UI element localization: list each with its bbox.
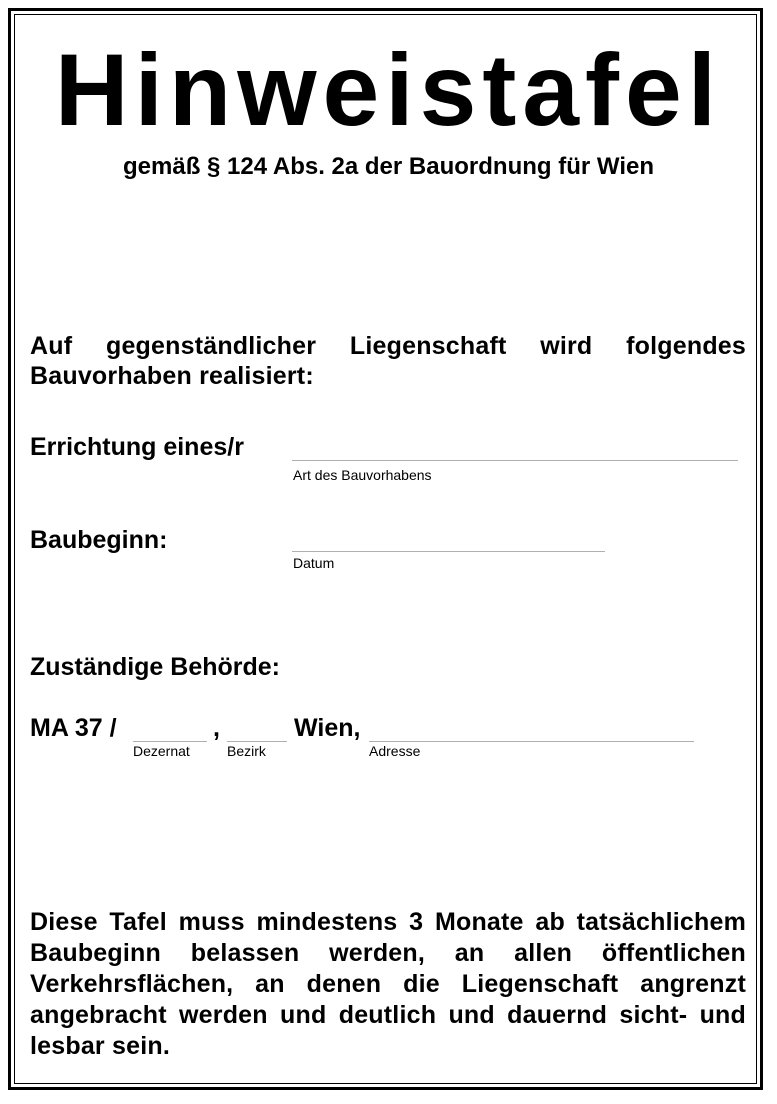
district-line[interactable] [227,741,287,742]
department-line[interactable] [133,741,207,742]
department-caption: Dezernat [133,743,190,759]
construction-type-caption: Art des Bauvorhabens [293,467,432,483]
construction-type-line[interactable] [292,460,738,461]
start-date-caption: Datum [293,555,335,571]
start-label: Baubeginn: [30,526,168,554]
sign-title: Hinweistafel [54,33,723,147]
authority-heading: Zuständige Behörde: [30,653,281,681]
legal-reference: gemäß § 124 Abs. 2a der Bauordnung für Wien [123,153,654,180]
authority-city: Wien, [294,714,361,742]
district-caption: Bezirk [227,743,266,759]
address-caption: Adresse [369,743,421,759]
intro-text: Auf gegenständlicher Liegenschaft wird folgendes Bauvorhaben realisiert: [30,332,746,390]
notice-text: Diese Tafel muss mindestens 3 Monate ab tatsächlichem Baubeginn belassen werden, an allen öffentlichen Verkehrsflächen, an denen die Liegenschaft angrenzt angebracht werden und deutlich und dauernd sicht- und lesbar sein. [30,908,746,1060]
address-line[interactable] [369,741,694,742]
authority-prefix: MA 37 / [30,714,117,742]
authority-comma: , [213,714,220,742]
construction-label: Errichtung eines/r [30,433,244,461]
start-date-line[interactable] [292,551,605,552]
